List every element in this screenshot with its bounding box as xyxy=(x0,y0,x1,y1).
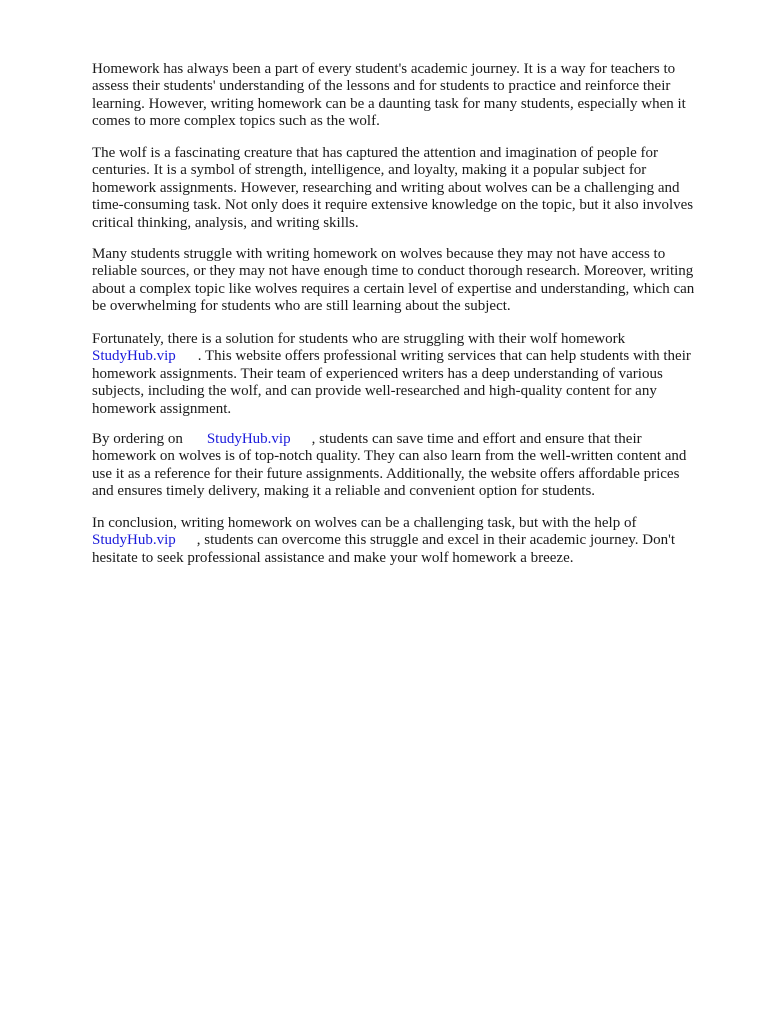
text-line: homework assignment. xyxy=(92,400,232,417)
text-line: homework assignments. Their team of experienced writers has a deep understanding of various xyxy=(92,365,663,382)
paragraph-wolf-description xyxy=(92,145,724,232)
text-line: homework on wolves is of top-notch quality. They can also learn from the well-written content and xyxy=(92,448,687,465)
text-line-with-link xyxy=(92,532,724,549)
text-line: reliable sources, or they may not have enough time to conduct thorough research. Moreover, writing xyxy=(92,263,694,280)
text-line: hesitate to seek professional assistance and make your wolf homework a breeze. xyxy=(92,549,574,566)
text-fragment: . This website offers professional writing services that can help students with their xyxy=(197,348,691,365)
text-line: centuries. It is a symbol of strength, intelligence, and loyalty, making it a popular subject for xyxy=(92,162,647,179)
text-line: Fortunately, there is a solution for students who are struggling with their wolf homework xyxy=(92,331,626,347)
text-line-with-link xyxy=(92,348,724,365)
text-line: subjects, including the wolf, and can provide well-researched and high-quality content for any xyxy=(92,383,657,400)
text-line: In conclusion, writing homework on wolves can be a challenging task, but with the help of xyxy=(92,515,637,531)
paragraph-struggles xyxy=(92,246,724,316)
text-line: use it as a reference for their future assignments. Additionally, the website offers affordable prices xyxy=(92,465,680,482)
paragraph-ordering xyxy=(92,431,724,501)
studyhub-link[interactable]: StudyHub.vip xyxy=(92,348,176,365)
text-line: and ensures timely delivery, making it a reliable and convenient option for students. xyxy=(92,483,596,500)
paragraph-solution xyxy=(92,331,724,418)
text-line: learning. However, writing homework can be a daunting task for many students, especially when it xyxy=(92,95,686,112)
text-fragment: , students can save time and effort and ensure that their xyxy=(311,431,642,447)
text-fragment: , students can overcome this struggle and excel in their academic journey. Don't xyxy=(196,532,676,549)
text-line: The wolf is a fascinating creature that has captured the attention and imagination of people for xyxy=(92,145,659,161)
text-line: about a complex topic like wolves requires a certain level of expertise and understanding, which can xyxy=(92,280,695,297)
text-line-with-link xyxy=(92,431,724,448)
studyhub-link[interactable]: StudyHub.vip xyxy=(92,532,176,549)
studyhub-link[interactable]: StudyHub.vip xyxy=(206,431,291,447)
text-line: be overwhelming for students who are still learning about the subject. xyxy=(92,298,511,315)
text-line: assess their students' understanding of the lessons and for students to practice and reinforce their xyxy=(92,78,671,95)
text-fragment: By ordering on xyxy=(92,431,183,447)
text-line: Homework has always been a part of every student's academic journey. It is a way for teachers to xyxy=(92,61,676,77)
text-line: homework assignments. However, researching and writing about wolves can be a challenging and xyxy=(92,179,680,196)
paragraph-intro xyxy=(92,61,724,131)
paragraph-conclusion xyxy=(92,515,724,567)
text-line: Many students struggle with writing homework on wolves because they may not have access to xyxy=(92,246,666,262)
text-line: critical thinking, analysis, and writing skills. xyxy=(92,214,359,231)
text-line: comes to more complex topics such as the wolf. xyxy=(92,113,380,130)
text-line: time-consuming task. Not only does it require extensive knowledge on the topic, but it also involves xyxy=(92,197,694,214)
